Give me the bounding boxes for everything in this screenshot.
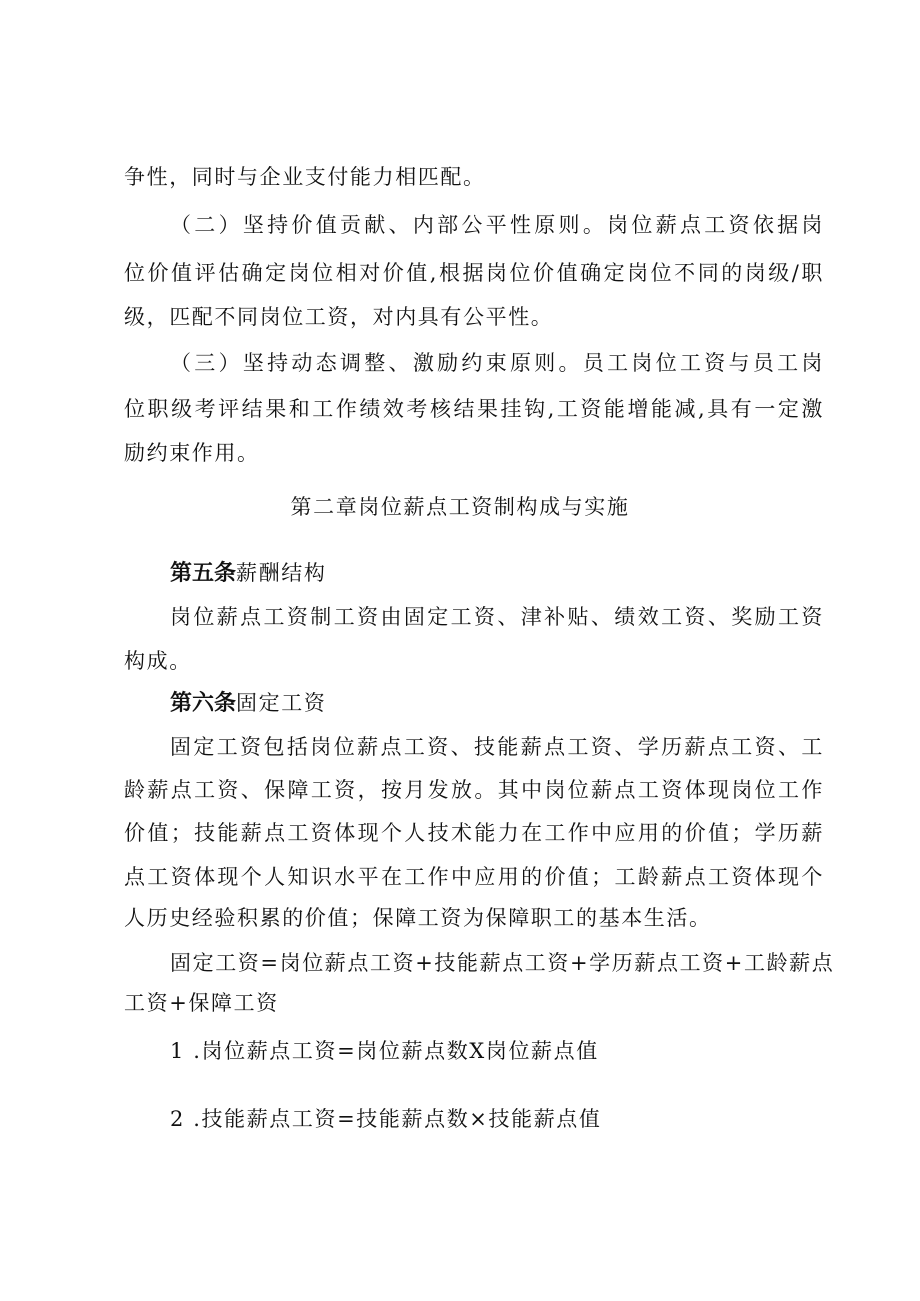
article-title: 薪酬结构 (236, 561, 327, 585)
paragraph-line: （三）坚持动态调整、激励约束原则。员工岗位工资与员工岗 (170, 351, 824, 375)
paragraph-line: 点工资体现个人知识水平在工作中应用的价值；工龄薪点工资体现个 (124, 865, 824, 889)
paragraph-line: 位价值评估确定岗位相对价值,根据岗位价值确定岗位不同的岗级/职 (124, 261, 824, 285)
paragraph-line: （二）坚持价值贡献、内部公平性原则。岗位薪点工资依据岗 (170, 213, 824, 237)
paragraph-line: 励约束作用。 (124, 441, 260, 465)
chapter-heading: 第二章岗位薪点工资制构成与实施 (290, 495, 630, 519)
paragraph-line: 位职级考评结果和工作绩效考核结果挂钩,工资能增能减,具有一定激 (124, 397, 824, 421)
paragraph-line: 固定工资包括岗位薪点工资、技能薪点工资、学历薪点工资、工 (170, 735, 824, 759)
list-item: 1 .岗位薪点工资=岗位薪点数X岗位薪点值 (170, 1039, 599, 1063)
paragraph-line: 构成。 (124, 649, 192, 673)
article-title: 固定工资 (236, 691, 327, 715)
paragraph-line: 龄薪点工资、保障工资，按月发放。其中岗位薪点工资体现岗位工作 (124, 778, 824, 802)
paragraph-line: 人历史经验积累的价值；保障工资为保障职工的基本生活。 (124, 906, 712, 930)
article-number: 第五条 (170, 561, 237, 586)
paragraph-line: 争性，同时与企业支付能力相匹配。 (124, 165, 486, 189)
paragraph-line: 级，匹配不同岗位工资，对内具有公平性。 (124, 305, 554, 329)
paragraph-line: 岗位薪点工资制工资由固定工资、津补贴、绩效工资、奖励工资 (170, 605, 824, 629)
article-heading (170, 558, 326, 589)
formula-line: 固定工资=岗位薪点工资+技能薪点工资+学历薪点工资+工龄薪点 (170, 951, 835, 975)
formula-line: 工资+保障工资 (124, 991, 279, 1015)
list-item: 2 .技能薪点工资=技能薪点数×技能薪点值 (170, 1107, 602, 1131)
article-heading (170, 688, 326, 719)
paragraph-line: 价值；技能薪点工资体现个人技术能力在工作中应用的价值；学历薪 (124, 821, 824, 845)
article-number: 第六条 (170, 691, 237, 716)
